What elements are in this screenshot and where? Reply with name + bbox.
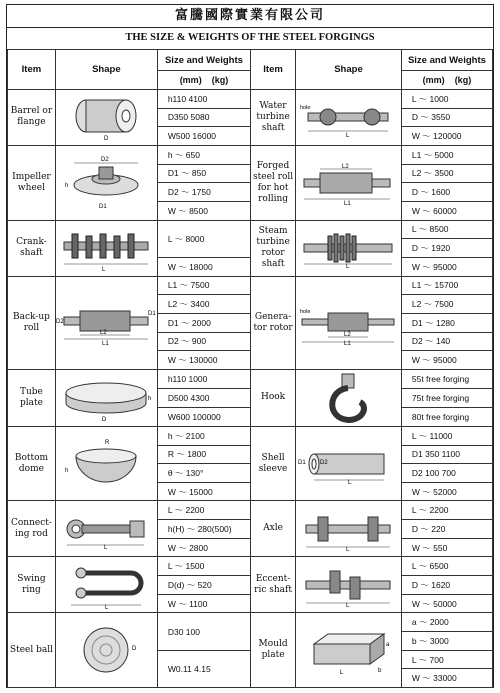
svg-text:D2: D2 [56, 318, 65, 325]
table-row [8, 90, 493, 109]
right-size-value: b ～ 3000 [401, 632, 492, 651]
sheet-title: THE SIZE & WEIGHTS OF THE STEEL FORGINGS [7, 27, 493, 50]
hook-drawing [318, 370, 378, 426]
crank-drawing [58, 224, 154, 272]
left-item-label: Crank-shaft [8, 220, 56, 276]
right-item-label: Water turbine shaft [251, 90, 296, 146]
table-row [8, 145, 493, 164]
tube-drawing [58, 373, 154, 423]
water-drawing [298, 97, 398, 137]
units-right: (mm) (kg) [401, 71, 492, 90]
svg-text:L: L [340, 670, 344, 677]
svg-text:L1: L1 [102, 340, 110, 345]
svg-text:b: b [378, 668, 382, 675]
left-item-label: Impeller wheel [8, 145, 56, 220]
rotor-shape [296, 276, 402, 369]
right-size-value: 80t free forging [401, 407, 492, 426]
right-size-value: W ～ 60000 [401, 201, 492, 220]
forgings-table [7, 49, 493, 688]
col-shape-left: Shape [55, 50, 157, 90]
svg-text:h: h [65, 467, 69, 474]
table-row [8, 613, 493, 632]
table-row [8, 426, 493, 445]
right-size-value: L ～ 700 [401, 650, 492, 669]
right-size-value: L1 ～ 5000 [401, 145, 492, 164]
left-size-value: W ～ 130000 [157, 351, 250, 370]
right-size-value: D1 350 1100 [401, 445, 492, 464]
company-name: 富騰國際實業有限公司 [7, 5, 493, 28]
left-size-value: D2 ～ 1750 [157, 183, 250, 202]
barrel-shape [55, 90, 157, 146]
right-size-value: W ～ 50000 [401, 594, 492, 613]
right-size-value: D ～ 220 [401, 520, 492, 539]
svg-text:L: L [105, 604, 109, 609]
swing-drawing [61, 561, 151, 609]
right-size-value: L ～ 2200 [401, 501, 492, 520]
left-size-value: h ～ 2100 [157, 426, 250, 445]
table-row [8, 220, 493, 239]
left-size-value: D1 ～ 2000 [157, 313, 250, 332]
col-sizes-left: Size and Weights [157, 50, 250, 71]
dome-drawing [61, 436, 151, 492]
steam-shape [296, 220, 402, 276]
svg-text:hole: hole [300, 105, 311, 112]
svg-text:L: L [102, 267, 106, 273]
right-size-value: 55t free forging [401, 369, 492, 388]
right-item-label: Axle [251, 501, 296, 557]
right-size-value: W ～ 52000 [401, 482, 492, 501]
left-item-label: Steel ball [8, 613, 56, 688]
right-size-value: D ～ 1600 [401, 183, 492, 202]
svg-text:D2: D2 [101, 156, 110, 163]
left-size-value: D2 ～ 900 [157, 332, 250, 351]
left-size-value: L ～ 1500 [157, 557, 250, 576]
right-size-value: L1 ～ 15700 [401, 276, 492, 295]
right-size-value: L ～ 1000 [401, 90, 492, 109]
table-row [8, 369, 493, 388]
right-size-value: W ～ 33000 [401, 669, 492, 688]
right-size-value: W ～ 95000 [401, 257, 492, 276]
right-size-value: 75t free forging [401, 388, 492, 407]
right-size-value: W ～ 95000 [401, 351, 492, 370]
right-size-value: L ～ 11000 [401, 426, 492, 445]
svg-text:D1: D1 [298, 459, 307, 466]
impeller-shape [55, 145, 157, 220]
svg-text:h: h [148, 395, 152, 402]
ball-shape [55, 613, 157, 688]
left-size-value: W ～ 2800 [157, 538, 250, 557]
swing-shape [55, 557, 157, 613]
left-size-value: h110 4100 [157, 90, 250, 109]
right-size-value: D2 ～ 140 [401, 332, 492, 351]
svg-text:a: a [386, 642, 390, 649]
right-size-value: L2 ～ 3500 [401, 164, 492, 183]
eccentric-shape [296, 557, 402, 613]
left-item-label: Connect-ing rod [8, 501, 56, 557]
svg-text:D: D [104, 136, 109, 143]
left-item-label: Swing ring [8, 557, 56, 613]
left-size-value: W ～ 1100 [157, 594, 250, 613]
barrel-drawing [61, 92, 151, 142]
left-size-value: L2 ～ 3400 [157, 295, 250, 314]
eccentric-drawing [300, 563, 396, 607]
tube-shape [55, 369, 157, 426]
left-size-value: W500 16000 [157, 127, 250, 146]
left-size-value: θ ～ 130° [157, 464, 250, 483]
left-size-value: h(H) ～ 280(500) [157, 520, 250, 539]
right-size-value: D1 ～ 1280 [401, 313, 492, 332]
svg-text:L2: L2 [100, 329, 108, 336]
right-size-value: D ～ 1620 [401, 576, 492, 595]
svg-text:D: D [132, 646, 137, 653]
left-size-value: R ～ 1800 [157, 445, 250, 464]
right-size-value: D2 100 700 [401, 464, 492, 483]
svg-text:L: L [348, 479, 352, 484]
right-size-value: W ～ 120000 [401, 127, 492, 146]
left-size-value: D350 5080 [157, 108, 250, 127]
svg-text:L: L [346, 546, 350, 551]
right-size-value: D ～ 3550 [401, 108, 492, 127]
right-size-value: D ～ 1920 [401, 239, 492, 258]
left-item-label: Tube plate [8, 369, 56, 426]
right-size-value: L ～ 8500 [401, 220, 492, 239]
left-size-value: L1 ～ 7500 [157, 276, 250, 295]
ball-drawing [66, 618, 146, 682]
left-item-label: Barrel or flange [8, 90, 56, 146]
svg-text:D: D [102, 416, 107, 423]
right-item-label: Eccent-ric shaft [251, 557, 296, 613]
rotor-drawing [298, 301, 398, 345]
shell-drawing [298, 444, 398, 484]
svg-text:h: h [65, 182, 69, 189]
left-size-value: D500 4300 [157, 388, 250, 407]
conrod-shape [55, 501, 157, 557]
axle-drawing [300, 507, 396, 551]
roll-shape [296, 145, 402, 220]
svg-text:L: L [346, 264, 350, 269]
left-size-value: D1 ～ 850 [157, 164, 250, 183]
svg-text:L1: L1 [344, 340, 352, 345]
dome-shape [55, 426, 157, 501]
svg-text:L1: L1 [344, 200, 352, 205]
left-size-value: W600 100000 [157, 407, 250, 426]
svg-text:L: L [346, 133, 350, 138]
left-item-label: Back-up roll [8, 276, 56, 369]
svg-text:L2: L2 [344, 331, 352, 338]
backup-drawing [56, 301, 156, 345]
svg-text:hole: hole [300, 308, 311, 315]
col-item-right: Item [251, 50, 296, 90]
right-item-label: Mould plate [251, 613, 296, 688]
conrod-drawing [58, 509, 154, 549]
left-size-value: D(d) ～ 520 [157, 576, 250, 595]
right-item-label: Hook [251, 369, 296, 426]
steam-drawing [298, 228, 398, 268]
left-size-value: L ～ 2200 [157, 501, 250, 520]
svg-text:L: L [346, 602, 350, 607]
table-row [8, 501, 493, 520]
right-size-value: L ～ 6500 [401, 557, 492, 576]
right-item-label: Genera-tor rotor [251, 276, 296, 369]
right-size-value: L2 ～ 7500 [401, 295, 492, 314]
forgings-sheet [6, 4, 494, 688]
right-size-value: W ～ 550 [401, 538, 492, 557]
units-left: (mm) (kg) [157, 71, 250, 90]
left-size-value: W ～ 8500 [157, 201, 250, 220]
svg-text:L2: L2 [342, 163, 350, 170]
mould-shape [296, 613, 402, 688]
right-item-label: Shell sleeve [251, 426, 296, 501]
left-size-value: W ～ 18000 [157, 257, 250, 276]
left-size-value: h ～ 650 [157, 145, 250, 164]
svg-text:D2: D2 [320, 459, 329, 466]
col-sizes-right: Size and Weights [401, 50, 492, 71]
svg-text:L: L [104, 544, 108, 549]
col-item-left: Item [8, 50, 56, 90]
svg-text:D1: D1 [99, 203, 108, 210]
left-size-value: D30 100 [157, 613, 250, 650]
axle-shape [296, 501, 402, 557]
left-size-value: W ～ 15000 [157, 482, 250, 501]
left-size-value: h110 1000 [157, 369, 250, 388]
right-size-value: a ～ 2000 [401, 613, 492, 632]
crank-shape [55, 220, 157, 276]
shell-shape [296, 426, 402, 501]
impeller-drawing [61, 153, 151, 213]
left-size-value: L ～ 8000 [157, 220, 250, 257]
roll-drawing [298, 161, 398, 205]
mould-drawing [300, 622, 396, 678]
svg-text:D1: D1 [148, 310, 157, 317]
table-row [8, 557, 493, 576]
right-item-label: Forged steel roll for hot rolling [251, 145, 296, 220]
right-item-label: Steam turbine rotor shaft [251, 220, 296, 276]
water-shape [296, 90, 402, 146]
left-item-label: Bottom dome [8, 426, 56, 501]
left-size-value: W0.11 4.15 [157, 650, 250, 687]
backup-shape [55, 276, 157, 369]
col-shape-right: Shape [296, 50, 402, 90]
svg-text:R: R [105, 439, 110, 446]
hook-shape [296, 369, 402, 426]
table-row [8, 276, 493, 295]
